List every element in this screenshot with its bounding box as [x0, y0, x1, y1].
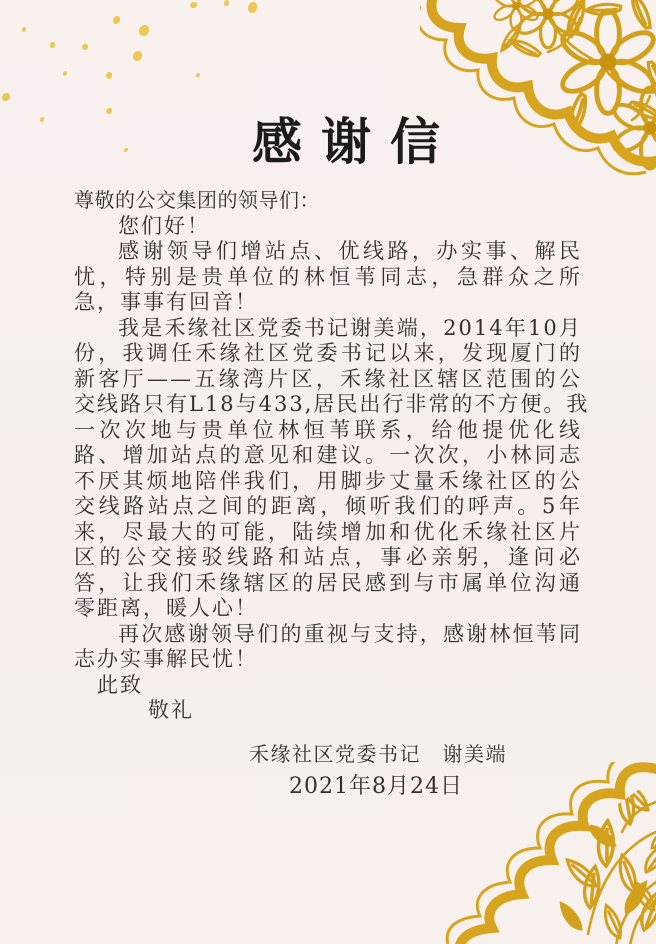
gold-fleck	[2, 93, 10, 101]
gold-fleck	[133, 51, 142, 61]
signature-line: 禾缘社区党委书记 谢美端	[249, 742, 507, 766]
body-line: 零距离，暖人心！	[74, 596, 258, 620]
body-line: 忧，特别是贵单位的林恒苇同志，急群众之所	[74, 264, 582, 289]
greeting-line: 您们好！	[118, 213, 210, 238]
gold-fleck	[50, 42, 55, 48]
gold-fleck	[113, 16, 120, 24]
body-line: 答，让我们禾缘辖区的居民感到与市属单位沟通	[74, 570, 582, 595]
body-line: 来，尽最大的可能，陆续增加和优化禾缘社区片	[74, 519, 582, 544]
body-line: 份，我调任禾缘社区党委书记以来，发现厦门的	[74, 341, 582, 365]
gold-fleck	[82, 44, 88, 50]
body-line: 交线路只有L18与433,居民出行非常的不方便。我	[74, 392, 590, 416]
letter-title: 感谢信	[252, 112, 459, 171]
gold-fleck	[196, 73, 200, 77]
gold-fleck	[22, 27, 26, 32]
body-line: 交线路站点之间的距离，倾听我们的呼声。5年	[74, 494, 582, 518]
body-line: 新客厅——五缘湾片区，禾缘社区辖区范围的公	[74, 366, 582, 391]
closing-cizhi: 此致	[97, 672, 143, 697]
gold-fleck	[106, 72, 112, 79]
body-line: 一次次地与贵单位林恒苇联系，给他提优化线	[74, 417, 582, 442]
closing-jingli: 敬礼	[148, 698, 194, 722]
body-line: 我是禾缘社区党委书记谢美端，2014年10月	[118, 315, 582, 340]
gold-fleck	[63, 71, 67, 76]
gold-fleck	[248, 2, 257, 13]
body-line: 急，事事有回音！	[74, 290, 258, 314]
body-line: 路、增加站点的意见和建议。一次次，小林同志	[74, 443, 582, 467]
gold-fleck	[190, 2, 197, 8]
body-line: 区的公交接驳线路和站点，事必亲躬，逢问必	[74, 545, 582, 569]
gold-fleck	[139, 25, 149, 36]
body-line: 感谢领导们增站点、优线路，办实事、解民	[118, 239, 582, 263]
letter-body	[74, 188, 590, 724]
gold-fleck	[224, 0, 229, 6]
body-line: 志办实事解民忧！	[74, 647, 258, 671]
date-line: 2021年8月24日	[289, 774, 463, 799]
salutation-line: 尊敬的公交集团的领导们：	[74, 188, 320, 212]
body-line: 再次感谢领导们的重视与支持，感谢林恒苇同	[118, 621, 582, 646]
body-line: 不厌其烦地陪伴我们，用脚步丈量禾缘社区的公	[74, 468, 582, 493]
